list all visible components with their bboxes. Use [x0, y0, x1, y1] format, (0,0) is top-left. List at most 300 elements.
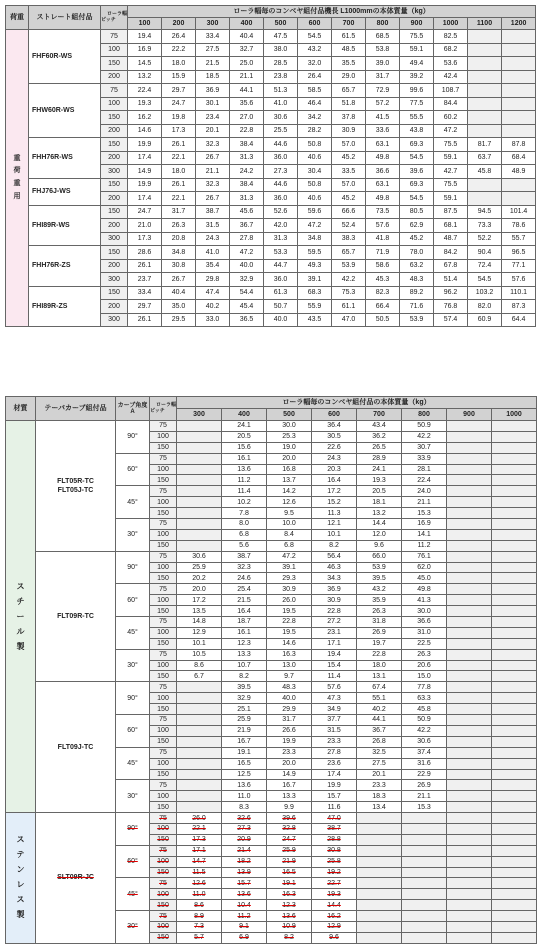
col-width-pitch: [150, 397, 177, 421]
mass-cell: 24.3: [196, 232, 230, 246]
model-name: FHH76R-WS: [29, 138, 101, 179]
mass-cell: 29.8: [196, 273, 230, 287]
mass-cell: 41.3: [402, 595, 447, 606]
mass-cell: 53.6: [434, 57, 468, 71]
material-char: ス: [16, 835, 25, 845]
mass-cell: 29.0: [332, 70, 366, 84]
table-row: [6, 813, 537, 824]
mass-cell: 12.6: [177, 878, 222, 889]
curve-angle: 45°: [116, 617, 150, 650]
pitch-cell: 150: [150, 606, 177, 617]
mass-cell: 90.4: [468, 246, 502, 260]
model-line: FLT05J-TC: [57, 486, 94, 494]
width-header: 700: [357, 409, 402, 421]
mass-cell: 20.2: [177, 573, 222, 584]
mass-cell: 13.6: [267, 911, 312, 922]
mass-cell: [447, 921, 492, 932]
mass-cell: [447, 671, 492, 682]
mass-cell: 11.0: [177, 889, 222, 900]
col-straight: ストレート組付品: [29, 6, 101, 30]
mass-cell: 22.7: [312, 878, 357, 889]
mass-cell: 35.5: [332, 57, 366, 71]
mass-cell: 41.8: [366, 232, 400, 246]
mass-cell: 44.1: [357, 715, 402, 726]
mass-cell: [357, 856, 402, 867]
mass-cell: [447, 431, 492, 442]
mass-cell: 52.6: [264, 205, 298, 219]
mass-cell: 30.0: [402, 606, 447, 617]
mass-cell: 64.4: [502, 313, 536, 327]
mass-cell: 10.5: [177, 649, 222, 660]
mass-cell: 30.5: [312, 431, 357, 442]
mass-cell: 16.7: [222, 736, 267, 747]
roller-width: 75: [101, 30, 128, 44]
mass-cell: [447, 627, 492, 638]
mass-cell: 32.8: [267, 823, 312, 834]
mass-cell: 35.4: [196, 259, 230, 273]
mass-cell: 24.7: [162, 97, 196, 111]
mass-cell: 23.1: [312, 627, 357, 638]
mass-cell: 9.5: [267, 508, 312, 519]
mass-cell: 8.6: [177, 900, 222, 911]
mass-cell: 67.4: [357, 682, 402, 693]
width-header: 500: [267, 409, 312, 421]
mass-cell: [492, 464, 537, 475]
mass-cell: 23.4: [196, 111, 230, 125]
mass-cell: 89.2: [400, 286, 434, 300]
mass-cell: 66.4: [366, 300, 400, 314]
mass-cell: 52.2: [468, 232, 502, 246]
mass-cell: [447, 606, 492, 617]
model-name: FHF60R-WS: [29, 30, 101, 84]
mass-cell: 6.8: [267, 540, 312, 551]
mass-cell: 21.1: [230, 70, 264, 84]
mass-cell: [447, 475, 492, 486]
curve-angle: 90°: [116, 421, 150, 454]
roller-width: 200: [101, 124, 128, 138]
mass-cell: 26.7: [196, 151, 230, 165]
mass-cell: 17.4: [128, 151, 162, 165]
mass-cell: 21.4: [222, 845, 267, 856]
curve-angle: 60°: [116, 845, 150, 878]
mass-cell: 20.0: [267, 758, 312, 769]
mass-cell: 68.3: [298, 286, 332, 300]
mass-cell: 6.8: [222, 529, 267, 540]
mass-cell: 24.0: [402, 486, 447, 497]
mass-cell: 27.3: [222, 823, 267, 834]
length-header: 1200: [502, 18, 536, 30]
roller-width: 200: [101, 219, 128, 233]
mass-cell: 45.3: [366, 273, 400, 287]
model-name: [36, 551, 116, 682]
mass-cell: 30.9: [267, 584, 312, 595]
mass-cell: 26.6: [267, 725, 312, 736]
length-header: 1000: [434, 18, 468, 30]
mass-cell: 23.6: [312, 758, 357, 769]
pitch-cell: 150: [150, 704, 177, 715]
mass-cell: 47.4: [196, 286, 230, 300]
mass-cell: 19.3: [357, 475, 402, 486]
mass-cell: 11.4: [222, 486, 267, 497]
length-header: 100: [128, 18, 162, 30]
mass-cell: 28.2: [298, 124, 332, 138]
mass-cell: 26.0: [177, 813, 222, 824]
mass-cell: [447, 486, 492, 497]
mass-cell: 25.5: [264, 124, 298, 138]
mass-cell: [447, 540, 492, 551]
mass-cell: [492, 660, 537, 671]
roller-width: 100: [101, 43, 128, 57]
mass-cell: [447, 573, 492, 584]
mass-cell: [502, 97, 536, 111]
mass-cell: [177, 431, 222, 442]
mass-cell: 66.6: [332, 205, 366, 219]
mass-cell: [447, 453, 492, 464]
col-angle: [116, 397, 150, 421]
mass-cell: 69.3: [400, 138, 434, 152]
mass-cell: 63.2: [400, 259, 434, 273]
length-header: 600: [298, 18, 332, 30]
mass-cell: 6.9: [222, 932, 267, 943]
mass-cell: [177, 540, 222, 551]
mass-cell: 32.7: [230, 43, 264, 57]
pitch-cell: 100: [150, 823, 177, 834]
model-name: FHH76R-ZS: [29, 246, 101, 287]
pitch-cell: 100: [150, 464, 177, 475]
mass-cell: 15.9: [162, 70, 196, 84]
mass-cell: 41.0: [196, 246, 230, 260]
mass-cell: 22.9: [402, 769, 447, 780]
col-pitch-label: ピッチ: [150, 407, 165, 414]
pitch-cell: 150: [150, 867, 177, 878]
mass-cell: 34.3: [312, 573, 357, 584]
curve-angle: 90°: [116, 682, 150, 715]
roller-width: 150: [101, 111, 128, 125]
mass-cell: 50.5: [366, 313, 400, 327]
category-char: 重: [13, 180, 21, 187]
mass-cell: [357, 823, 402, 834]
mass-cell: 28.5: [264, 57, 298, 71]
mass-cell: 50.9: [402, 421, 447, 432]
taper-curve-weight-table: [5, 396, 537, 944]
mass-cell: 49.8: [366, 192, 400, 206]
mass-cell: 17.2: [312, 486, 357, 497]
pitch-cell: 75: [150, 878, 177, 889]
mass-cell: [447, 508, 492, 519]
mass-cell: 14.8: [177, 617, 222, 628]
roller-width: 300: [101, 165, 128, 179]
mass-cell: 34.2: [298, 111, 332, 125]
mass-cell: [492, 856, 537, 867]
mass-cell: [447, 660, 492, 671]
pitch-cell: 75: [150, 845, 177, 856]
mass-cell: 59.1: [434, 192, 468, 206]
mass-cell: 26.5: [357, 442, 402, 453]
mass-cell: 17.3: [177, 834, 222, 845]
mass-cell: 48.7: [434, 232, 468, 246]
mass-cell: 36.9: [196, 84, 230, 98]
mass-cell: 26.1: [162, 178, 196, 192]
pitch-cell: 75: [150, 747, 177, 758]
roller-width: 150: [101, 246, 128, 260]
mass-cell: [492, 769, 537, 780]
mass-cell: 68.1: [434, 219, 468, 233]
mass-cell: 16.8: [267, 464, 312, 475]
pitch-cell: 75: [150, 421, 177, 432]
mass-cell: [492, 921, 537, 932]
mass-cell: 48.3: [400, 273, 434, 287]
mass-cell: 50.7: [264, 300, 298, 314]
mass-cell: [177, 529, 222, 540]
mass-cell: 40.2: [196, 300, 230, 314]
material-char: ル: [16, 626, 25, 636]
table-row: [6, 30, 536, 44]
material-char: ス: [16, 895, 25, 905]
roller-width: 150: [101, 286, 128, 300]
mass-cell: [177, 715, 222, 726]
roller-width: 100: [101, 97, 128, 111]
mass-cell: [492, 911, 537, 922]
length-header: 900: [400, 18, 434, 30]
model-name: FHI89R-ZS: [29, 286, 101, 327]
mass-cell: 30.7: [402, 442, 447, 453]
mass-cell: 40.4: [162, 286, 196, 300]
mass-cell: 47.2: [298, 219, 332, 233]
mass-cell: 12.9: [312, 921, 357, 932]
mass-cell: 78.6: [502, 219, 536, 233]
roller-width: 200: [101, 300, 128, 314]
mass-cell: [447, 693, 492, 704]
mass-cell: [492, 725, 537, 736]
curve-angle: 45°: [116, 878, 150, 911]
mass-cell: 99.6: [400, 84, 434, 98]
mass-cell: [447, 780, 492, 791]
roller-width: 200: [101, 192, 128, 206]
mass-cell: 31.0: [402, 627, 447, 638]
mass-cell: 11.4: [312, 671, 357, 682]
roller-width: 150: [101, 178, 128, 192]
mass-cell: 36.0: [264, 273, 298, 287]
mass-cell: 51.4: [434, 273, 468, 287]
mass-cell: 49.3: [298, 259, 332, 273]
curve-angle: 30°: [116, 780, 150, 813]
pitch-cell: 100: [150, 529, 177, 540]
mass-cell: 81.7: [468, 138, 502, 152]
category-char: 重: [13, 154, 21, 162]
mass-cell: 43.8: [400, 124, 434, 138]
mass-cell: [447, 715, 492, 726]
mass-cell: 39.6: [267, 813, 312, 824]
mass-cell: 44.1: [230, 84, 264, 98]
length-header: 700: [332, 18, 366, 30]
mass-cell: 68.4: [502, 151, 536, 165]
mass-cell: 58.5: [298, 84, 332, 98]
mass-cell: 7.8: [222, 508, 267, 519]
mass-cell: 87.3: [502, 300, 536, 314]
mass-cell: [492, 562, 537, 573]
roller-width: 200: [101, 259, 128, 273]
mass-cell: [492, 813, 537, 824]
model-name: FHI89R-WS: [29, 205, 101, 246]
mass-cell: 30.0: [267, 421, 312, 432]
mass-cell: [468, 70, 502, 84]
length-header: 1100: [468, 18, 502, 30]
mass-cell: 53.9: [400, 313, 434, 327]
pitch-cell: 100: [150, 627, 177, 638]
mass-cell: [492, 627, 537, 638]
mass-cell: 18.1: [357, 497, 402, 508]
mass-cell: 28.6: [128, 246, 162, 260]
length-header: 800: [366, 18, 400, 30]
mass-cell: 52.4: [332, 219, 366, 233]
pitch-cell: 75: [150, 780, 177, 791]
roller-width: 300: [101, 232, 128, 246]
mass-cell: 26.7: [162, 273, 196, 287]
mass-cell: 27.5: [196, 43, 230, 57]
mass-cell: [447, 562, 492, 573]
mass-cell: [492, 649, 537, 660]
mass-cell: [447, 769, 492, 780]
mass-cell: 37.4: [402, 747, 447, 758]
mass-cell: 77.8: [402, 682, 447, 693]
mass-cell: 15.6: [222, 442, 267, 453]
mass-cell: 39.1: [267, 562, 312, 573]
mass-cell: 21.0: [128, 219, 162, 233]
mass-cell: 49.8: [366, 151, 400, 165]
mass-cell: 19.4: [312, 649, 357, 660]
pitch-cell: 150: [150, 802, 177, 813]
mass-cell: [492, 780, 537, 791]
mass-cell: 30.6: [402, 736, 447, 747]
mass-cell: [402, 834, 447, 845]
mass-cell: 33.4: [196, 30, 230, 44]
mass-cell: [492, 540, 537, 551]
mass-cell: 33.5: [332, 165, 366, 179]
mass-cell: 26.3: [162, 219, 196, 233]
mass-cell: [447, 867, 492, 878]
mass-cell: 15.2: [312, 497, 357, 508]
mass-cell: 19.1: [222, 747, 267, 758]
mass-cell: 103.2: [468, 286, 502, 300]
mass-cell: 96.5: [502, 246, 536, 260]
mass-cell: 31.8: [357, 617, 402, 628]
mass-cell: 25.9: [222, 715, 267, 726]
mass-cell: 9.1: [222, 921, 267, 932]
curve-angle: 45°: [116, 747, 150, 780]
mass-cell: 36.2: [357, 431, 402, 442]
model-name: [36, 682, 116, 813]
mass-cell: 26.4: [162, 30, 196, 44]
material-char: レ: [16, 880, 25, 890]
mass-cell: [502, 124, 536, 138]
material-cell: [6, 421, 36, 813]
mass-cell: 22.6: [312, 442, 357, 453]
mass-cell: 29.5: [162, 313, 196, 327]
mass-cell: 55.7: [502, 232, 536, 246]
mass-cell: 14.1: [402, 529, 447, 540]
mass-cell: 16.4: [312, 475, 357, 486]
mass-cell: [357, 921, 402, 932]
pitch-cell: 100: [150, 693, 177, 704]
mass-cell: 42.2: [402, 431, 447, 442]
mass-cell: [502, 84, 536, 98]
pitch-cell: 150: [150, 834, 177, 845]
mass-cell: 47.3: [312, 693, 357, 704]
mass-cell: 27.2: [312, 617, 357, 628]
mass-cell: 42.0: [264, 219, 298, 233]
mass-cell: 87.5: [434, 205, 468, 219]
mass-cell: 87.8: [502, 138, 536, 152]
mass-cell: 17.3: [128, 232, 162, 246]
mass-cell: 13.2: [128, 70, 162, 84]
mass-cell: 68.2: [434, 43, 468, 57]
mass-cell: 26.0: [267, 595, 312, 606]
mass-cell: 84.2: [434, 246, 468, 260]
mass-cell: 31.3: [230, 151, 264, 165]
mass-cell: 39.1: [298, 273, 332, 287]
pitch-cell: 150: [150, 442, 177, 453]
mass-cell: 42.7: [434, 165, 468, 179]
pitch-cell: 150: [150, 508, 177, 519]
mass-cell: 53.9: [357, 562, 402, 573]
pitch-cell: 75: [150, 813, 177, 824]
mass-cell: [492, 508, 537, 519]
mass-cell: [447, 856, 492, 867]
mass-cell: 10.1: [312, 529, 357, 540]
mass-cell: 24.1: [357, 464, 402, 475]
roller-width: 300: [101, 313, 128, 327]
mass-cell: 75.5: [400, 30, 434, 44]
mass-cell: 31.7: [267, 715, 312, 726]
mass-cell: 32.0: [298, 57, 332, 71]
mass-cell: [492, 845, 537, 856]
mass-cell: [177, 497, 222, 508]
table-row: [6, 551, 537, 562]
mass-cell: [447, 834, 492, 845]
mass-cell: 33.4: [128, 286, 162, 300]
mass-cell: [402, 813, 447, 824]
mass-cell: 16.2: [312, 911, 357, 922]
mass-cell: 29.9: [267, 704, 312, 715]
mass-cell: 22.8: [357, 649, 402, 660]
mass-cell: 43.2: [298, 43, 332, 57]
mass-cell: 53.3: [264, 246, 298, 260]
mass-cell: [492, 736, 537, 747]
mass-cell: 46.3: [312, 562, 357, 573]
mass-cell: [492, 823, 537, 834]
pitch-cell: 150: [150, 475, 177, 486]
mass-cell: 41.0: [264, 97, 298, 111]
mass-cell: 13.6: [222, 464, 267, 475]
mass-cell: 13.1: [357, 671, 402, 682]
mass-cell: 15.3: [402, 802, 447, 813]
mass-cell: [357, 845, 402, 856]
table-row: [6, 286, 536, 300]
mass-cell: 55.5: [400, 111, 434, 125]
mass-cell: [447, 889, 492, 900]
mass-cell: 21.9: [267, 856, 312, 867]
mass-cell: 57.6: [366, 219, 400, 233]
mass-cell: 18.0: [357, 660, 402, 671]
mass-cell: 44.7: [264, 259, 298, 273]
mass-cell: 8.4: [267, 529, 312, 540]
mass-cell: [177, 758, 222, 769]
mass-cell: 82.3: [366, 286, 400, 300]
mass-cell: 23.8: [264, 70, 298, 84]
model-name: FHW60R-WS: [29, 84, 101, 138]
mass-cell: 35.6: [230, 97, 264, 111]
mass-cell: 21.1: [402, 791, 447, 802]
